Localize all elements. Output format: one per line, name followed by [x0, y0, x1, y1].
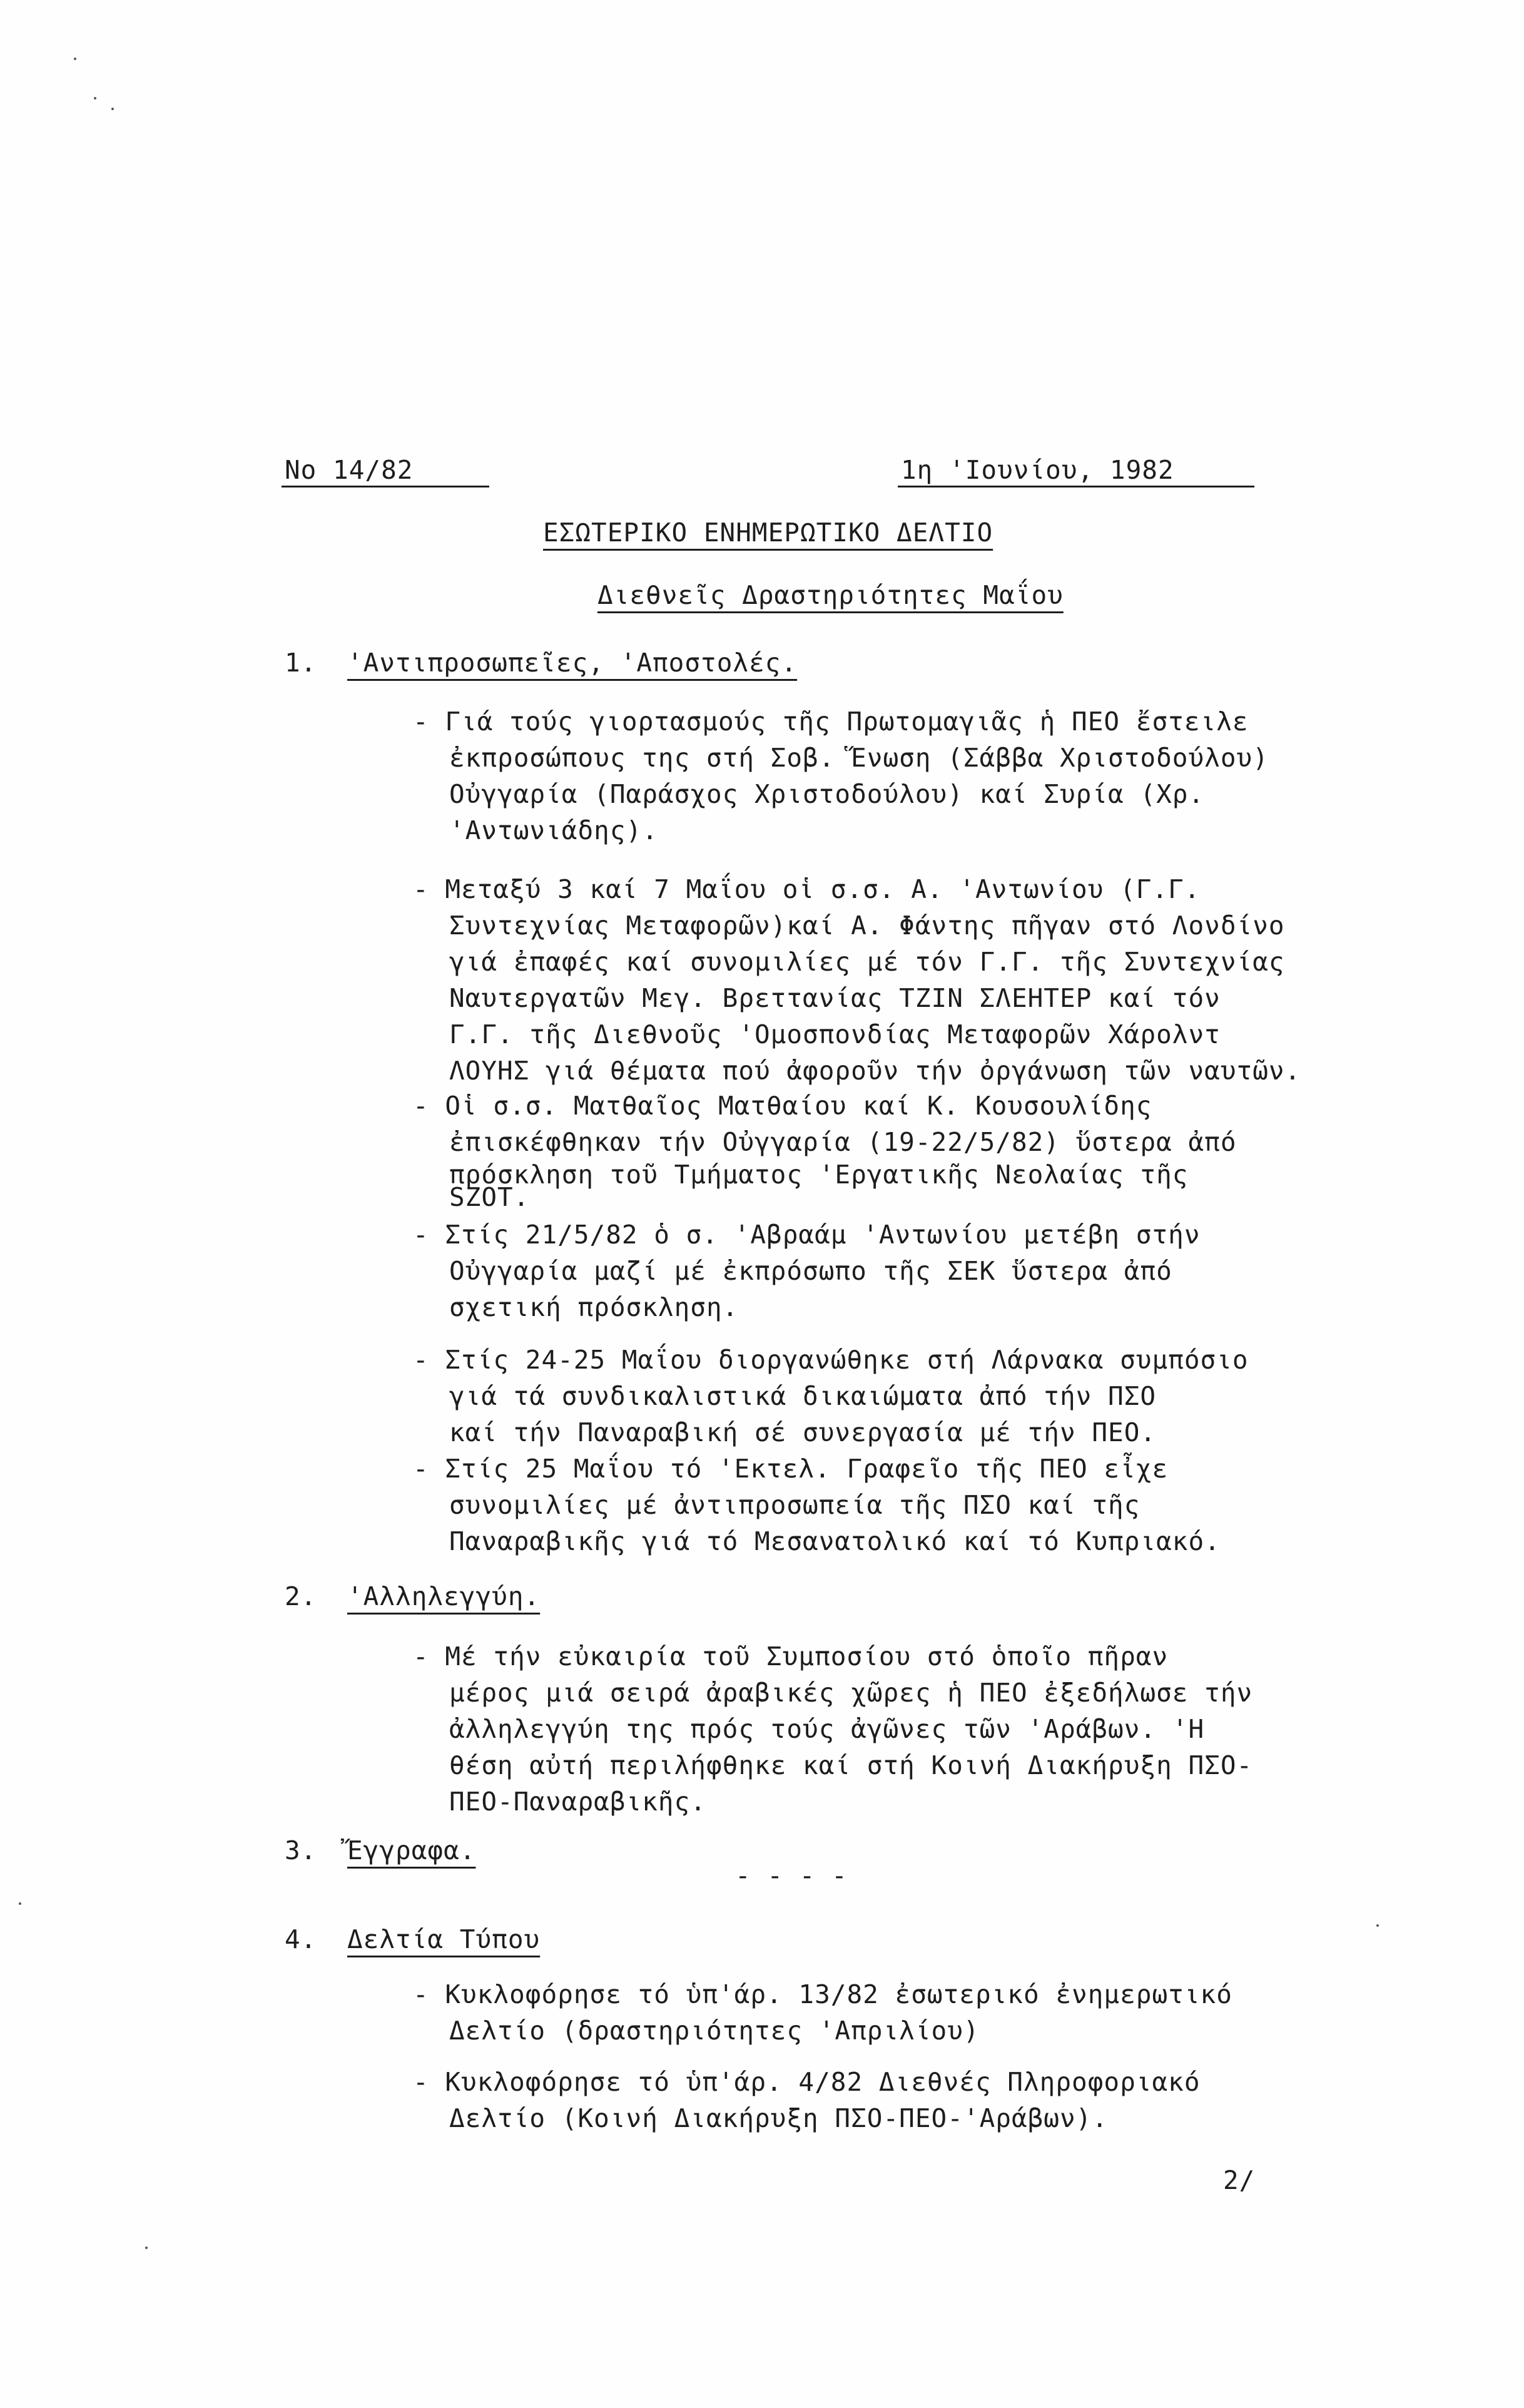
document-subtitle: Διεθνεῖς Δραστηριότητες Μαΐου	[597, 580, 1064, 610]
section-4-number: 4.	[285, 1924, 317, 1954]
document-title: ΕΣΩΤΕΡΙΚΟ ΕΝΗΜΕΡΩΤΙΚΟ ΔΕΛΤΙΟ	[543, 518, 993, 548]
document-date: 1η 'Ιουνίου, 1982	[901, 455, 1174, 485]
section-1-number: 1.	[285, 648, 317, 678]
number-underline	[282, 486, 489, 487]
section-4-heading: Δελτία Τύπου	[347, 1924, 541, 1954]
section-2-number: 2.	[285, 1581, 317, 1611]
scan-speck	[145, 2247, 148, 2249]
section-3-placeholder: - - - -	[735, 1860, 848, 1890]
scan-speck	[94, 97, 96, 99]
section-2-heading: 'Αλληλεγγύη.	[347, 1581, 541, 1611]
section-3-heading: Ἔγγραφα.	[347, 1835, 476, 1865]
section-1-heading: 'Αντιπροσωπεῖες, 'Αποστολές.	[347, 648, 798, 678]
scan-speck	[19, 1902, 21, 1905]
scan-speck	[74, 58, 76, 60]
scan-speck	[1376, 1924, 1379, 1927]
document-number: No 14/82	[285, 455, 414, 485]
page-continuation-marker: 2/	[1223, 2165, 1256, 2195]
date-underline	[898, 486, 1254, 487]
section-3-number: 3.	[285, 1835, 317, 1865]
scan-speck	[111, 108, 114, 110]
